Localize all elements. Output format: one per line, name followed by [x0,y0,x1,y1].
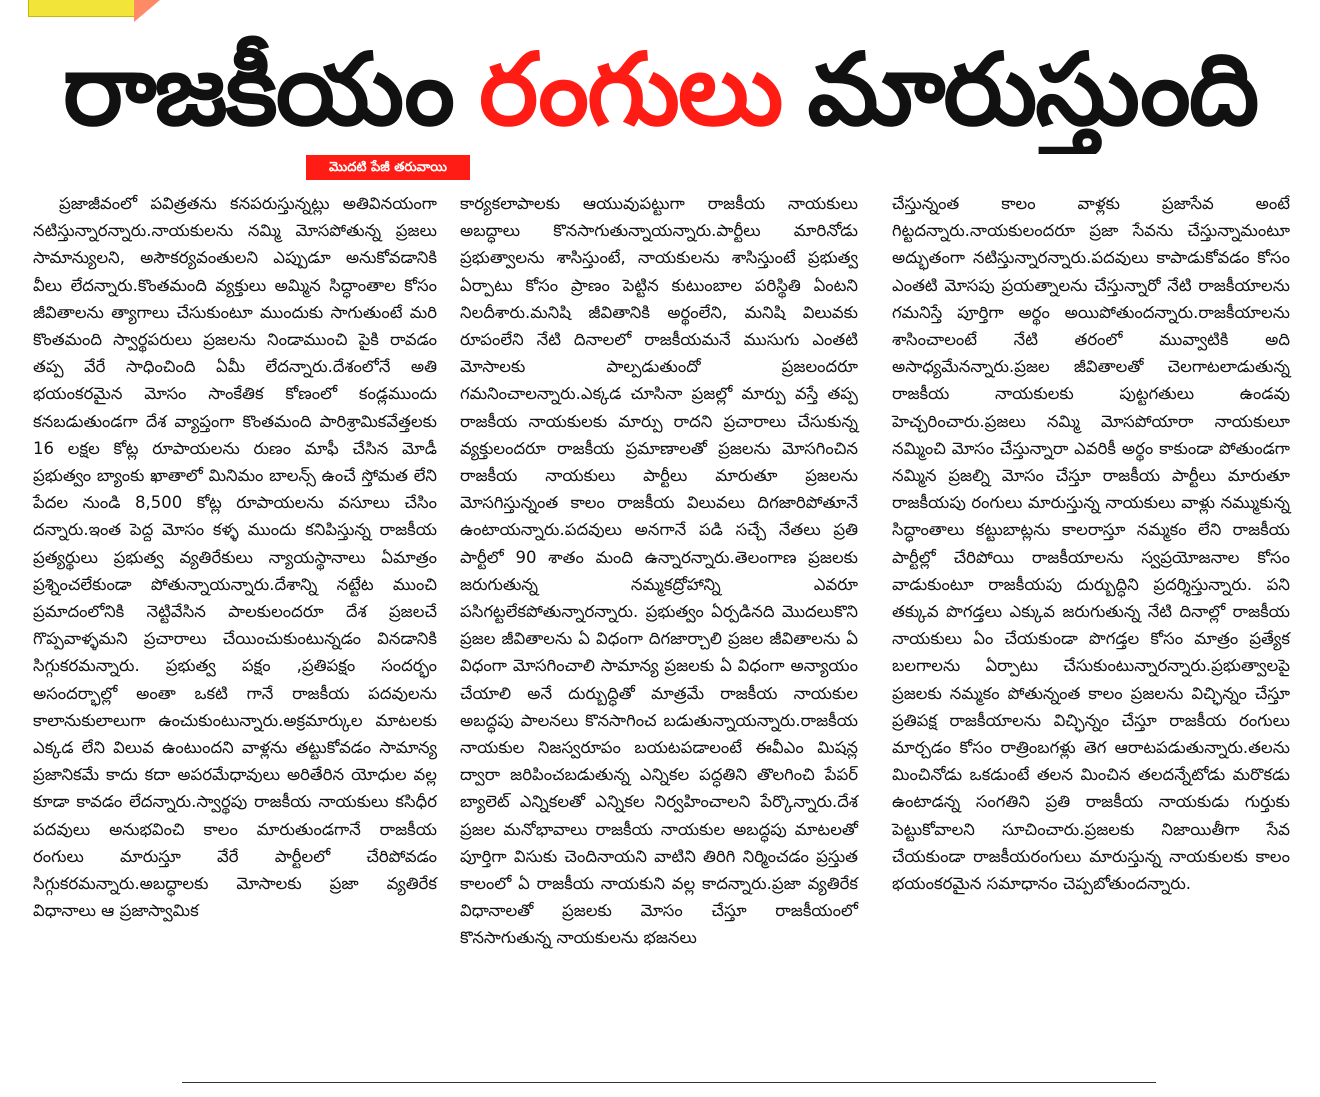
headline-part-1: రాజకీయం [62,31,453,148]
headline-part-3: మారుస్తుంది [807,31,1258,148]
column-1-text: ప్రజాజీవంలో పవిత్రతను కనపరుస్తున్నట్లు అతివినయంగా నటిస్తున్నారన్నారు.నాయకులను నమ్మి మోసపోతున్న ప్రజలు సామాన్యులని, అసౌకర్యవంతులని ఎప్పుడూ అనుకోవడానికి వీలు లేదన్నారు.కొంతమంది వ్యక్తులు అమ్మిన సిద్ధాంతాల కోసం జీవితాలను త్యాగాలు చేసుకుంటూ ముందుకు సాగుతుంటే మరి కొంతమంది స్వార్థపరులు ప్రజలను నిండాముంచి పైకి రావడం తప్ప వేరే సాధించింది ఏమీ లేదన్నారు.దేశంలోనే అతి భయంకరమైన మోసం సాంకేతిక కోణంలో కండ్లముందు కనబడుతుండగా దేశ వ్యాప్తంగా కొంతమంది పారిశ్రామికవేత్తలకు 16 లక్షల కోట్ల రూపాయలను రుణం మాఫీ చేసిన మోడీ ప్రభుత్వం బ్యాంకు ఖాతాలో మినిమం బాలన్స్ ఉంచే స్తోమత లేని పేదల నుండి 8,500 కోట్ల రూపాయలను వసూలు చేసిం దన్నారు.ఇంత పెద్ద మోసం కళ్ళ ముందు కనిపిస్తున్న రాజకీయ ప్రత్యర్థులు ప్రభుత్వ వ్యతిరేకులు న్యాయస్థానాలు ఏమాత్రం ప్రశ్నించలేకుండా పోతున్నాయన్నారు.దేశాన్ని నట్టేట ముంచి ప్రమాదంలోనికి నెట్టివేసిన పాలకులందరూ దేశ ప్రజలచే గొప్పవాళ్ళమని ప్రచారాలు చేయించుకుంటున్నడం వినడానికి సిగ్గుకరమన్నారు. ప్రభుత్వ పక్షం ,ప్రతిపక్షం సందర్భం అసందర్భాల్లో అంతా ఒకటి గానే రాజకీయ పదవులను కాలానుకులాలుగా ఉంచుకుంటున్నారు.అక్రమార్కుల మాటలకు ఎక్కడ లేని విలువ ఉంటుందని వాళ్లను తట్టుకోవడం సామాన్య ప్రజానికమే కాదు కదా అపరమేధావులు అరితేరిన యోధుల వల్ల కూడా కావడం లేదన్నారు.స్వార్థపు రాజకీయ నాయకులు కసిధీర పదవులు అనుభవించి కాలం మారుతుండగానే రాజకీయ రంగులు మారుస్తూ వేరే పార్టీలలో చేరిపోవడం సిగ్గుకరమన్నారు.అబద్ధాలకు మోసాలకు ప్రజా వ్యతిరేక విధానాలు ఆ ప్రజాస్వామిక [33,194,437,921]
article-column-2 [460,190,858,952]
headline [22,26,1298,154]
column-2-text: కార్యకలాపాలకు ఆయువుపట్టుగా రాజకీయ నాయకులు అబద్ధాలు కొనసాగుతున్నాయన్నారు.పార్టీలు మారినోడు ప్రభుత్వాలను శాసిస్తుంటే, నాయకులను శాసిస్తుంటే ప్రభుత్వ ఏర్పాటు కోసం ప్రాణం పెట్టిన కుటుంబాల పరిస్థితి ఏంటని నిలదీశారు.మనిషి జీవితానికి అర్థంలేని, మనిషి విలువకు రూపంలేని నేటి దినాలలో రాజకీయమనే ముసుగు ఎంతటి మోసాలకు పాల్పడుతుందో ప్రజలందరూ గమనించాలన్నారు.ఎక్కడ చూసినా ప్రజల్లో మార్పు వస్తే తప్ప రాజకీయ నాయకులకు మార్పు రాదని ప్రచారాలు చేసుకున్న వ్యక్తులందరూ రాజకీయ ప్రమాణాలతో ప్రజలను మోసగించిన రాజకీయ నాయకులు పార్టీలు మారుతూ ప్రజలను మోసగిస్తున్నంత కాలం రాజకీయ విలువలు దిగజారిపోతూనే ఉంటాయన్నారు.పదవులు అనగానే పడి సచ్చే నేతలు ప్రతి పార్టీలో 90 శాతం మంది ఉన్నారన్నారు.తెలంగాణ ప్రజలకు జరుగుతున్న నమ్మకద్రోహాన్ని ఎవరూ పసిగట్టలేకపోతున్నారన్నారు. ప్రభుత్వం ఏర్పడినది మొదలుకొని ప్రజల జీవితాలను ఏ విధంగా దిగజార్చాలి ప్రజల జీవితాలను ఏ విధంగా మోసగించాలి సామాన్య ప్రజలకు ఏ విధంగా అన్యాయం చేయాలి అనే దుర్బుద్ధితో మాత్రమే రాజకీయ నాయకుల అబద్ధపు పాలనలు కొనసాగించ బడుతున్నాయన్నారు.రాజకీయ నాయకుల నిజస్వరూపం బయటపడాలంటే ఈవీఎం మిషన్ల ద్వారా జరిపించబడుతున్న ఎన్నికల పద్ధతిని తొలగించి పేపర్ బ్యాలెట్ ఎన్నికలతో ఎన్నికల నిర్వహించాలని పేర్కొన్నారు.దేశ ప్రజల మనోభావాలు రాజకీయ నాయకుల అబద్ధపు మాటలతో పూర్తిగా విసుకు చెందినాయని వాటిని తిరిగి నిర్మించడం ప్రస్తుత కాలంలో ఏ రాజకీయ నాయకుని వల్ల కాదన్నారు.ప్రజా వ్యతిరేక విధానాలతో ప్రజలకు మోసం చేస్తూ రాజకీయంలో కొనసాగుతున్న నాయకులను భజనలు [460,194,858,948]
bottom-rule [182,1082,1156,1083]
column-3-text: చేస్తున్నంత కాలం వాళ్లకు ప్రజాసేవ అంటే గిట్టదన్నారు.నాయకులందరూ ప్రజా సేవను చేస్తున్నామంటూ అద్భుతంగా నటిస్తున్నారన్నారు.పదవులు కాపాడుకోవడం కోసం ఎంతటి మోసపు ప్రయత్నాలను చేస్తున్నారో నేటి రాజకీయాలను గమనిస్తే పూర్తిగా అర్థం అయిపోతుందన్నారు.రాజకీయాలను శాసించాలంటే నేటి తరంలో మువ్వాటికి అది అసాధ్యమేనన్నారు.ప్రజల జీవితాలతో చెలగాటలాడుతున్న రాజకీయ నాయకులకు పుట్టగతులు ఉండవు హెచ్చరించారు.ప్రజలు నమ్మి మోసపోయారా నాయకులూ నమ్మించి మోసం చేస్తున్నారా ఎవరికీ అర్థం కాకుండా పోతుండగా నమ్మిన ప్రజల్ని మోసం చేస్తూ రాజకీయ పార్టీలు మారుతూ రాజకీయపు రంగులు మారుస్తున్న నాయకులు వాళ్లు నమ్ముకున్న సిద్ధాంతాలు కట్టుబాట్లను కాలరాస్తూ నమ్మకం లేని రాజకీయ పార్టీల్లో చేరిపోయి రాజకీయాలను స్వప్రయోజనాల కోసం వాడుకుంటూ రాజకీయపు దుర్బుద్ధిని ప్రదర్శిస్తున్నారు. పని తక్కువ పొగడ్తలు ఎక్కువ జరుగుతున్న నేటి దినాల్లో రాజకీయ నాయకులు ఏం చేయకుండా పొగడ్తల కోసం మాత్రం ప్రత్యేక బలగాలను ఏర్పాటు చేసుకుంటున్నారన్నారు.ప్రభుత్వాలపై ప్రజలకు నమ్మకం పోతున్నంత కాలం ప్రజలను విచ్ఛిన్నం చేస్తూ ప్రతిపక్ష రాజకీయాలను విచ్ఛిన్నం చేస్తూ రాజకీయ రంగులు మార్చడం కోసం రాత్రింబగళ్లు తెగ ఆరాటపడుతున్నారు.తలను మించినోడు ఒకడుంటే తలన మించిన తలదన్నేటోడు మరొకడు ఉంటాడన్న సంగతిని ప్రతి రాజకీయ నాయకుడు గుర్తుకు పెట్టుకోవాలని సూచించారు.ప్రజలకు నిజాయితీగా సేవ చేయకుండా రాజకీయరంగులు మారుస్తున్న నాయకులకు కాలం భయంకరమైన సమాధానం చెప్పబోతుందన్నారు. [892,194,1290,894]
corner-triangle [134,0,160,22]
article-column-3 [892,190,1290,897]
article-column-1 [33,190,437,924]
continuation-tag: మొదటి పేజీ తరువాయి [306,155,470,180]
corner-tab [28,0,136,17]
headline-part-2: రంగులు [479,31,782,148]
